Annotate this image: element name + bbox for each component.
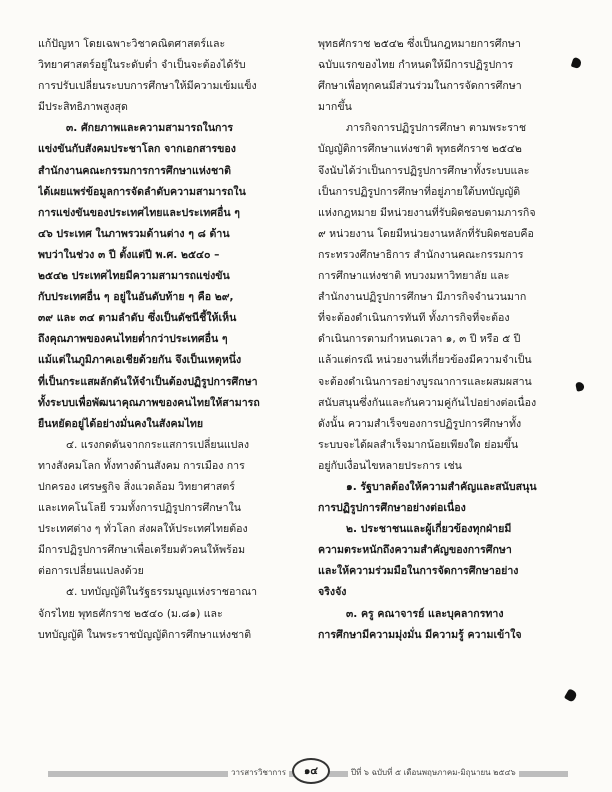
text-line: จึงนับได้ว่าเป็นการปฏิรูปการศึกษาทั้งระบบและ	[318, 164, 530, 177]
text-line: มีการปฏิรูปการศึกษาเพื่อเตรียมตัวคนให้พร้อม	[38, 544, 246, 557]
text-line: ปกครอง เศรษฐกิจ สิ่งแวดล้อม วิทยาศาสตร์	[38, 480, 235, 493]
condition-3: ๓. ครู คณาจารย์ และบุคลากรทาง	[346, 607, 504, 620]
text-line: แม้แต่ในภูมิภาคเอเชียด้วยกัน จึงเป็นเหตุหนึ่ง	[38, 354, 242, 367]
paragraph-start: ภารกิจการปฏิรูปการศึกษา ตามพระราช	[346, 122, 527, 135]
text-line: บทบัญญัติ ในพระราชบัญญัติการศึกษาแห่งชาติ	[38, 628, 252, 641]
journal-name: วารสารวิชาการ	[228, 766, 289, 779]
text-line: แข่งขันกับสังคมประชาโลก จากเอกสารของ	[38, 143, 236, 156]
text-line: การปรับเปลี่ยนระบบการศึกษาให้มีความเข้มแข็ง	[38, 80, 257, 93]
text-line: จักรไทย พุทธศักราช ๒๕๔๐ (ม.๘๑) และ	[38, 607, 223, 620]
text-line: ประเทศต่าง ๆ ทั่วโลก ส่งผลให้ประเทศไทยต้อง	[38, 523, 248, 536]
text-line: สำนักงานคณะกรรมการการศึกษาแห่งชาติ	[38, 164, 231, 177]
left-column	[38, 34, 288, 646]
text-line: ฉบับแรกของไทย กำหนดให้มีการปฏิรูปการ	[318, 59, 514, 72]
section-heading-4: ๔. แรงกดดันจากกระแสการเปลี่ยนแปลง	[66, 438, 250, 451]
text-line: ยืนหยัดอยู่ได้อย่างมั่นคงในสังคมไทย	[38, 417, 204, 430]
text-line: และให้ความร่วมมือในการจัดการศึกษาอย่าง	[318, 565, 519, 578]
text-line: ระบบจะได้ผลสำเร็จมากน้อยเพียงใด ย่อมขึ้น	[318, 438, 519, 451]
text-line: มากขึ้น	[318, 101, 352, 114]
text-line: เป็นการปฏิรูปการศึกษาที่อยู่ภายใต้บทบัญญัติ	[318, 185, 521, 198]
page-footer	[48, 760, 568, 778]
section-heading-5: ๕. บทบัญญัติในรัฐธรรมนูญแห่งราชอาณา	[66, 586, 258, 599]
issue-info: ปีที่ ๖ ฉบับที่ ๕ เดือนพฤษภาคม-มิถุนายน ๒๕๔๖	[348, 766, 519, 779]
punch-hole-mark	[575, 381, 585, 391]
text-line: ศึกษาเพื่อทุกคนมีส่วนร่วมในการจัดการศึกษา	[318, 80, 522, 93]
right-column	[318, 34, 568, 646]
text-line: แล้วแต่กรณี หน่วยงานที่เกี่ยวข้องมีความจำเป็น	[318, 354, 532, 367]
text-line: ดังนั้น ความสำเร็จของการปฏิรูปการศึกษาทั้ง	[318, 417, 522, 430]
text-line: วิทยาศาสตร์อยู่ในระดับต่ำ จำเป็นจะต้องได้รับ	[38, 59, 246, 72]
text-line: ต่อการเปลี่ยนแปลงด้วย	[38, 565, 144, 578]
page-number: ๑๔	[292, 758, 330, 784]
text-line: ๙ หน่วยงาน โดยมีหน่วยงานหลักที่รับผิดชอบคือ	[318, 227, 534, 240]
text-line: การแข่งขันของประเทศไทยและประเทศอื่น ๆ	[38, 206, 240, 219]
text-line: ดำเนินการตามกำหนดเวลา ๑, ๓ ปี หรือ ๕ ปี	[318, 333, 521, 346]
text-line: ถึงคุณภาพของคนไทยต่ำกว่าประเทศอื่น ๆ	[38, 333, 228, 346]
condition-2: ๒. ประชาชนและผู้เกี่ยวข้องทุกฝ่ายมี	[346, 523, 512, 536]
text-line: ได้เผยแพร่ข้อมูลการจัดลำดับความสามารถใน	[38, 185, 246, 198]
punch-hole-mark	[571, 57, 583, 69]
text-line: ที่เป็นกระแสผลักดันให้จำเป็นต้องปฏิรูปการศึกษา	[38, 375, 258, 388]
text-line: การศึกษาแห่งชาติ ทบวงมหาวิทยาลัย และ	[318, 270, 510, 283]
text-line: สนับสนุนซึ่งกันและกันความคู่กันไปอย่างต่อเนื่อง	[318, 396, 537, 409]
text-line: แห่งกฎหมาย มีหน่วยงานที่รับผิดชอบตามภารกิจ	[318, 206, 536, 219]
text-line: อยู่กับเงื่อนไขหลายประการ เช่น	[318, 459, 462, 472]
text-line: จริงจัง	[318, 586, 347, 599]
text-line: ความตระหนักถึงความสำคัญของการศึกษา	[318, 544, 512, 557]
text-line: กับประเทศอื่น ๆ อยู่ในอันดับท้าย ๆ คือ ๒๙,	[38, 291, 234, 304]
text-line: พุทธศักราช ๒๕๔๒ ซึ่งเป็นกฎหมายการศึกษา	[318, 38, 521, 50]
text-line: และเทคโนโลยี รวมทั้งการปฏิรูปการศึกษาใน	[38, 502, 242, 515]
condition-1: ๑. รัฐบาลต้องให้ความสำคัญและสนับสนุน	[346, 480, 537, 493]
text-line: ๓๙ และ ๓๔ ตามลำดับ ซึ่งเป็นดัชนีชี้ให้เห็น	[38, 312, 237, 325]
text-line: ๒๕๔๒ ประเทศไทยมีความสามารถแข่งขัน	[38, 270, 230, 283]
text-line: ทางสังคมโลก ทั้งทางด้านสังคม การเมือง การ	[38, 459, 245, 472]
text-line: ทั้งระบบเพื่อพัฒนาคุณภาพของคนไทยให้สามารถ	[38, 396, 260, 409]
text-line: แก้ปัญหา โดยเฉพาะวิชาคณิตศาสตร์และ	[38, 38, 226, 50]
text-line: พบว่าในช่วง ๓ ปี ตั้งแต่ปี พ.ศ. ๒๕๔๐ –	[38, 248, 220, 261]
text-line: จะต้องดำเนินการอย่างบูรณาการและผสมผสาน	[318, 375, 532, 388]
text-line: บัญญัติการศึกษาแห่งชาติ พุทธศักราช ๒๕๔๒	[318, 143, 522, 156]
text-line: กระทรวงศึกษาธิการ สำนักงานคณะกรรมการ	[318, 248, 524, 261]
section-heading-3: ๓. ศักยภาพและความสามารถในการ	[66, 122, 234, 135]
text-line: การปฏิรูปการศึกษาอย่างต่อเนื่อง	[318, 502, 466, 515]
text-line: สำนักงานปฏิรูปการศึกษา มีภารกิจจำนวนมาก	[318, 291, 527, 304]
text-line: การศึกษามีความมุ่งมั่น มีความรู้ ความเข้าใจ	[318, 628, 522, 641]
text-line: ที่จะต้องดำเนินการทันที ทั้งภารกิจที่จะต้อง	[318, 312, 510, 325]
text-line: ๔๖ ประเทศ ในภาพรวมด้านต่าง ๆ ๘ ด้าน	[38, 227, 230, 240]
punch-hole-mark	[564, 688, 578, 703]
text-line: มีประสิทธิภาพสูงสุด	[38, 101, 128, 114]
